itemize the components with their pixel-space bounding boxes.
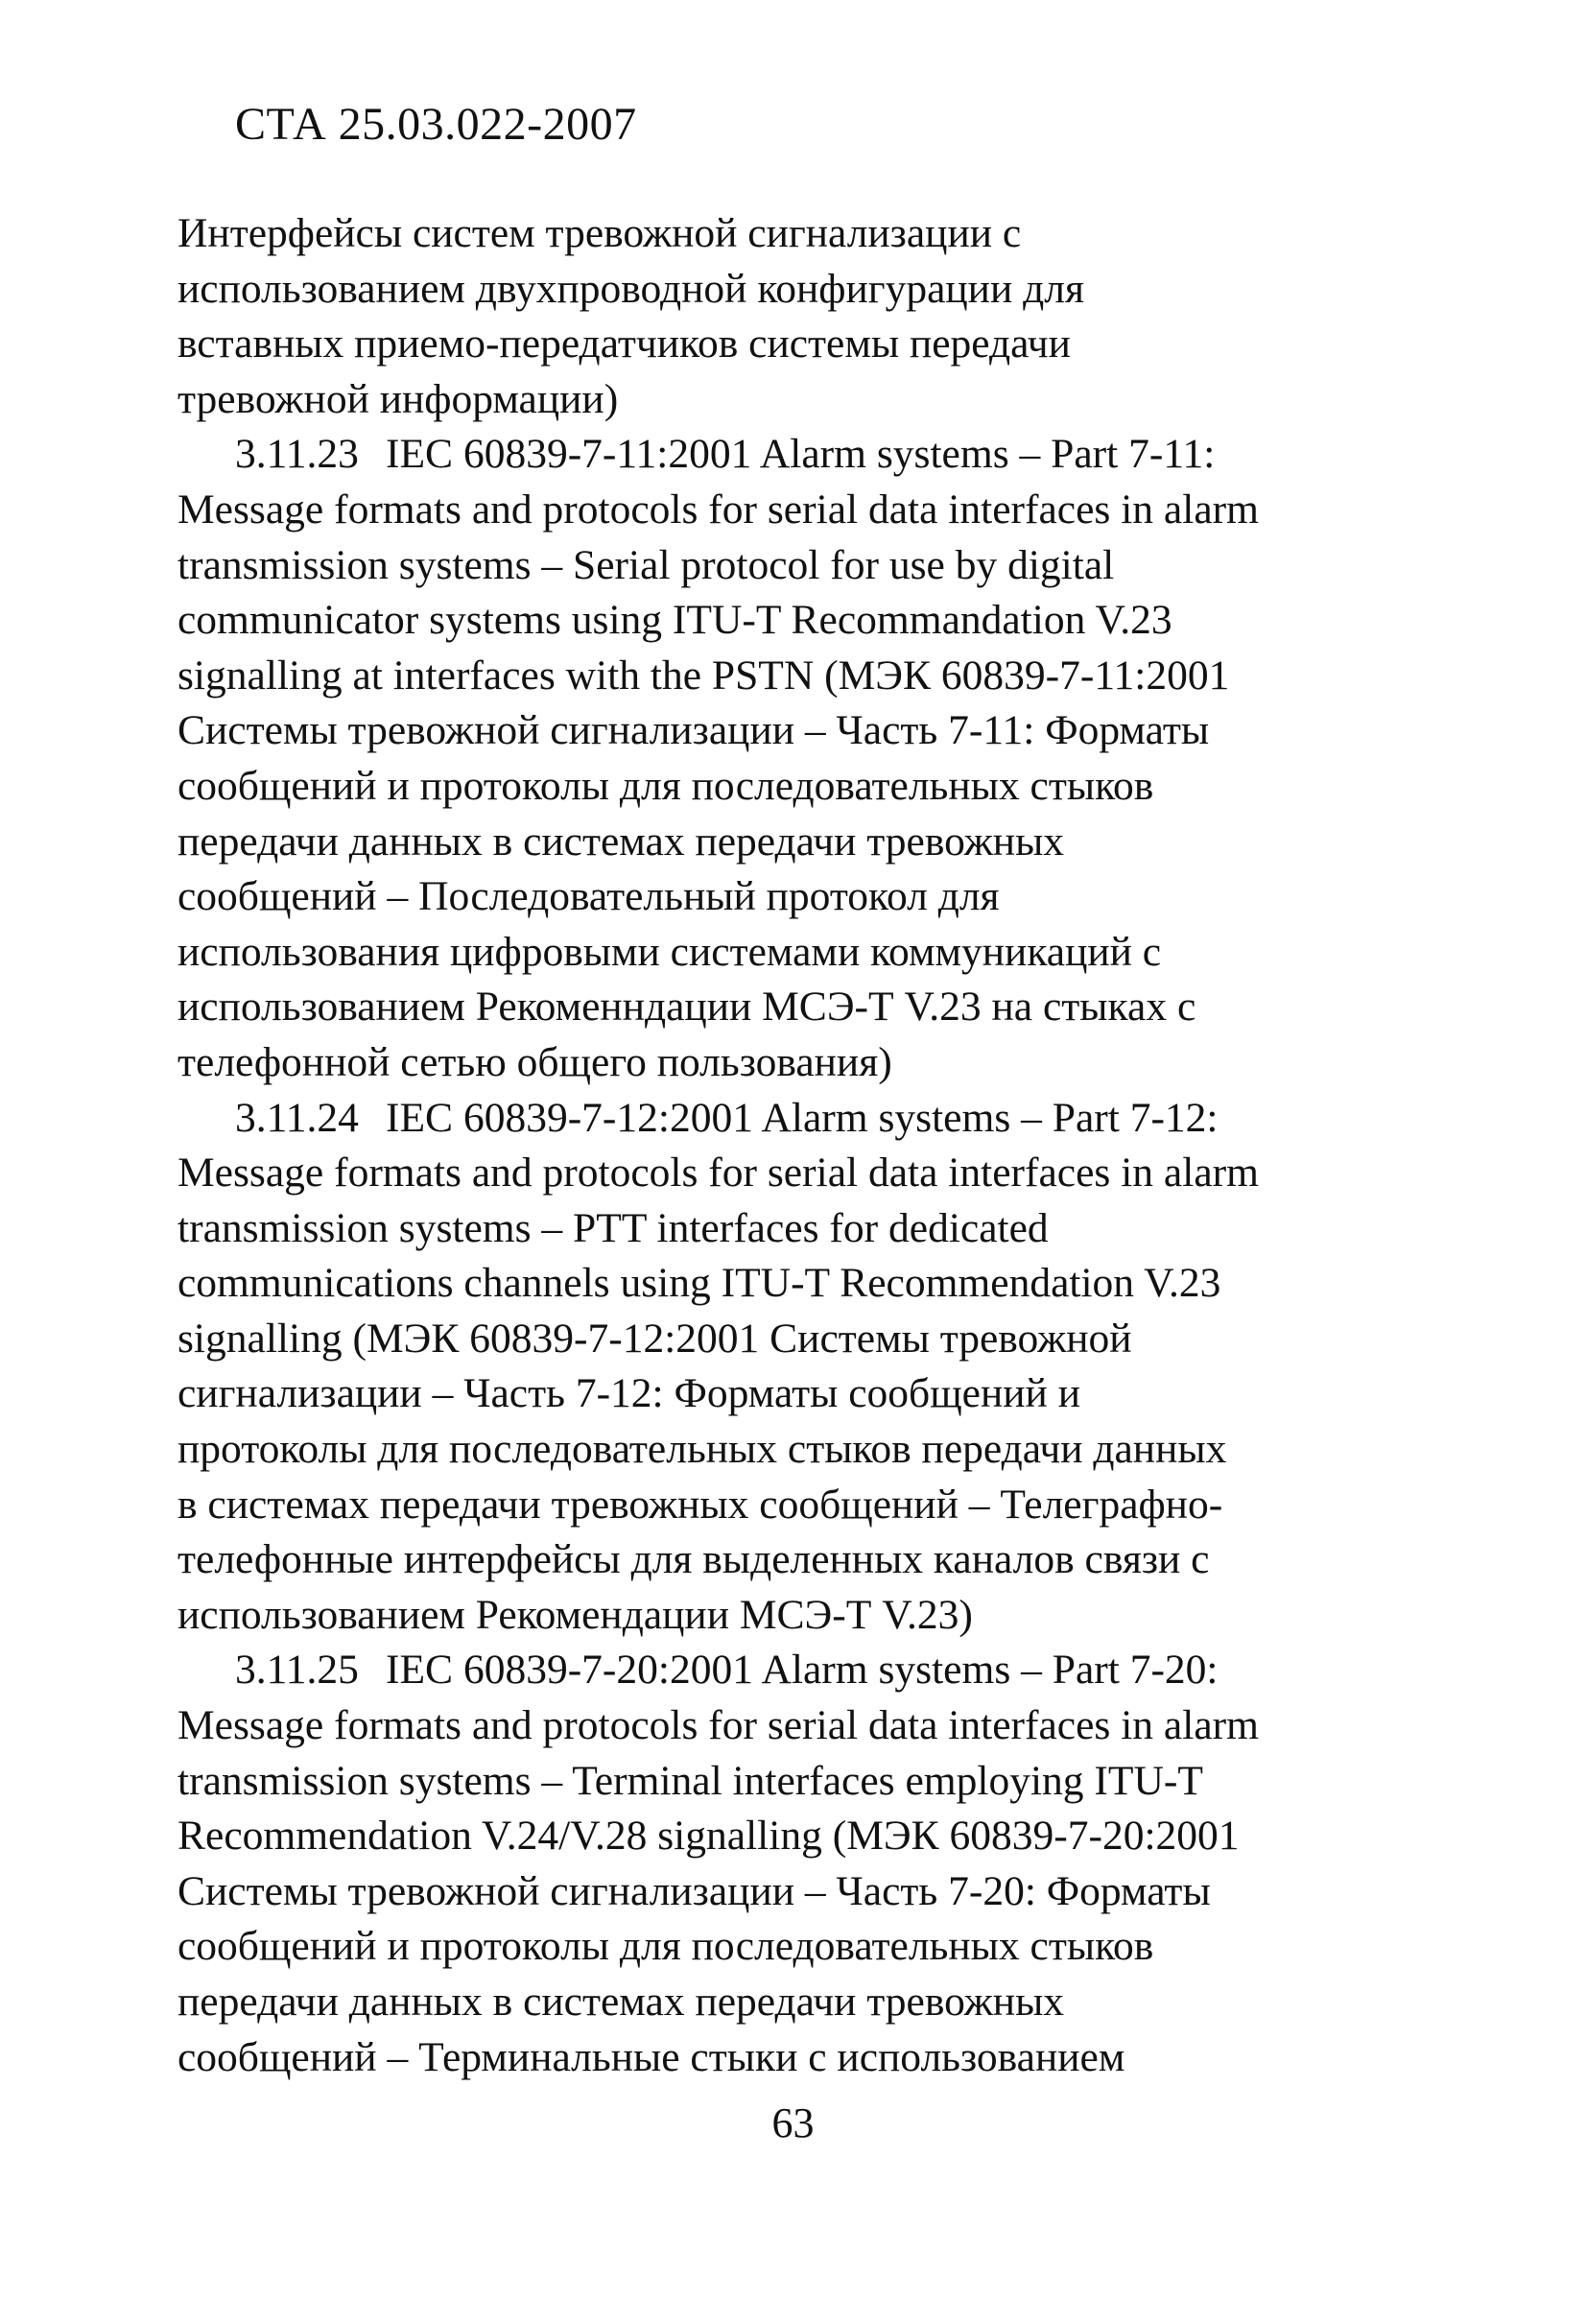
text-line: сообщений – Терминальные стыки с использованием xyxy=(178,2033,1125,2080)
item-title: IEC 60839-7-11:2001 Alarm systems – Part 7-11: xyxy=(386,431,1216,478)
text-line: сообщений и протоколы для последовательных стыков xyxy=(178,1923,1154,1970)
item-number: 3.11.23 xyxy=(235,431,359,478)
text-line: Message formats and protocols for serial data interfaces in alarm xyxy=(178,1702,1259,1749)
text-line: Recommendation V.24/V.28 signalling (МЭК 60839-7-20:2001 xyxy=(178,1813,1240,1860)
text-line: signalling (МЭК 60839-7-12:2001 Системы тревожной xyxy=(178,1315,1132,1362)
text-line: телефонные интерфейсы для выделенных каналов связи с xyxy=(178,1536,1210,1583)
list-item-3-11-24 xyxy=(178,1091,1444,1644)
list-item-3-11-23 xyxy=(178,427,1444,1090)
item-number: 3.11.25 xyxy=(235,1647,359,1694)
text-line: в системах передачи тревожных сообщений – Телеграфно- xyxy=(178,1481,1223,1528)
text-line: Message formats and protocols for serial data interfaces in alarm xyxy=(178,486,1259,533)
text-line: протоколы для последовательных стыков передачи данных xyxy=(178,1426,1227,1473)
text-line: Системы тревожной сигнализации – Часть 7-11: Форматы xyxy=(178,707,1210,754)
text-line: тревожной информации) xyxy=(178,375,619,422)
text-line: Message formats and protocols for serial data interfaces in alarm xyxy=(178,1150,1259,1197)
text-line: Системы тревожной сигнализации – Часть 7-20: Форматы xyxy=(178,1867,1211,1914)
text-line: телефонной сетью общего пользования) xyxy=(178,1038,892,1085)
text-line: сообщений и протоколы для последовательных стыков xyxy=(178,762,1154,809)
text-line: вставных приемо-передатчиков системы передачи xyxy=(178,320,1071,368)
text-line: signalling at interfaces with the PSTN (МЭК 60839-7-11:2001 xyxy=(178,652,1230,699)
page-number: 63 xyxy=(771,2099,815,2146)
item-first-line xyxy=(178,1643,1444,1698)
text-line: передачи данных в системах передачи тревожных xyxy=(178,818,1065,865)
document-body xyxy=(178,206,1444,2085)
continuation-paragraph xyxy=(178,206,1444,427)
text-line: передачи данных в системах передачи тревожных xyxy=(178,1979,1065,2025)
text-line: communications channels using ITU-T Recommendation V.23 xyxy=(178,1260,1221,1307)
item-number: 3.11.24 xyxy=(235,1094,359,1141)
item-title: IEC 60839-7-12:2001 Alarm systems – Part 7-12: xyxy=(386,1094,1219,1141)
text-line: Интерфейсы систем тревожной сигнализации с xyxy=(178,210,1022,256)
item-first-line xyxy=(178,427,1444,483)
text-line: использованием Рекоменндации МСЭ-Т V.23 на стыках с xyxy=(178,984,1196,1031)
item-title: IEC 60839-7-20:2001 Alarm systems – Part 7-20: xyxy=(386,1647,1219,1694)
item-first-line xyxy=(178,1091,1444,1147)
text-line: transmission systems – Terminal interfaces employing ITU-T xyxy=(178,1757,1203,1804)
text-line: сообщений – Последовательный протокол для xyxy=(178,873,1000,920)
text-line: использования цифровыми системами коммуникаций с xyxy=(178,928,1162,975)
text-line: использованием двухпроводной конфигурации для xyxy=(178,265,1084,312)
list-item-3-11-25 xyxy=(178,1643,1444,2085)
text-line: transmission systems – PTT interfaces for dedicated xyxy=(178,1204,1049,1251)
text-line: communicator systems using ITU-T Recommandation V.23 xyxy=(178,597,1172,644)
text-line: transmission systems – Serial protocol for use by digital xyxy=(178,541,1115,588)
document-code: СТА 25.03.022-2007 xyxy=(235,99,637,150)
text-line: использованием Рекомендации МСЭ-Т V.23) xyxy=(178,1591,973,1638)
text-line: сигнализации – Часть 7-12: Форматы сообщений и xyxy=(178,1370,1080,1417)
